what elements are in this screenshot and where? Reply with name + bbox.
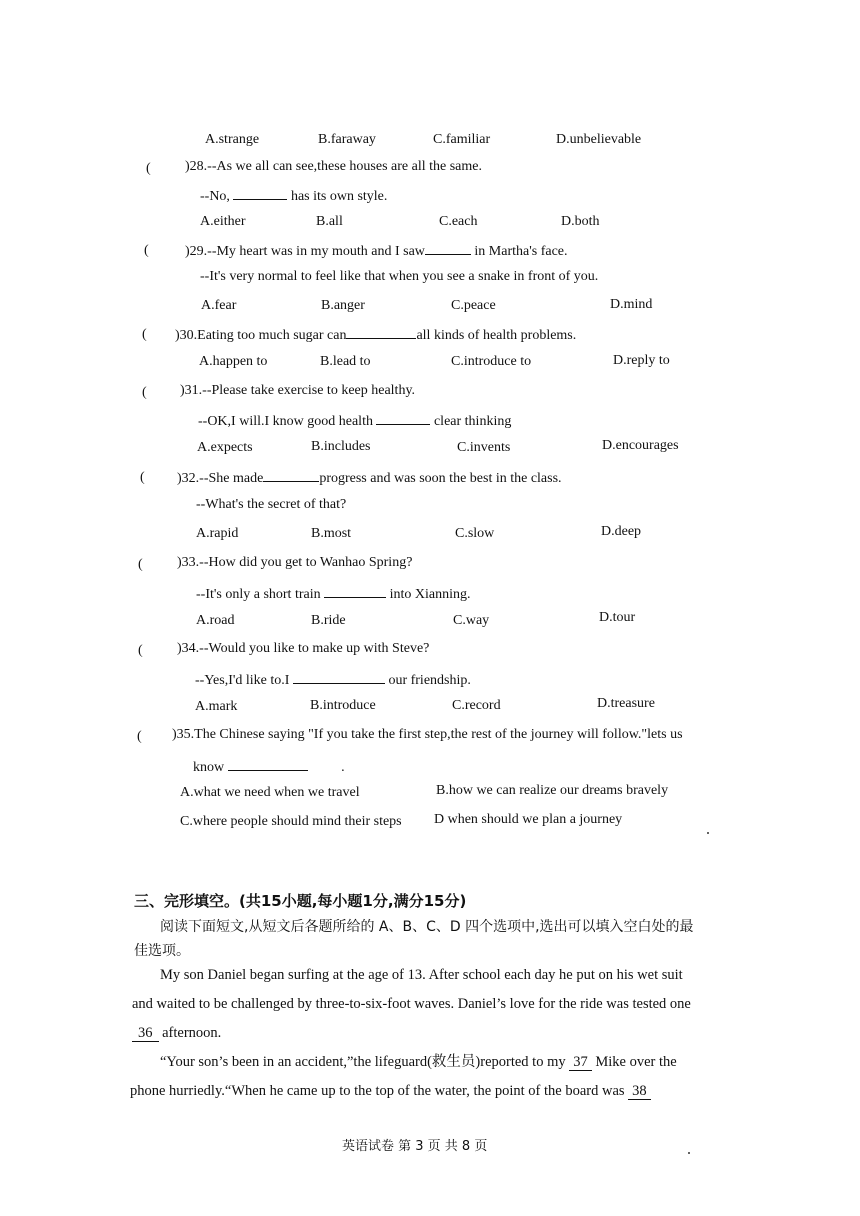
q31-option-a: A.expects	[197, 440, 253, 455]
q33-answer-paren: (	[138, 557, 143, 572]
q30-option-d: D.reply to	[613, 353, 670, 368]
q29-option-c: C.peace	[451, 298, 496, 313]
q31-blank	[376, 410, 430, 425]
q28-option-b: B.all	[316, 214, 343, 229]
q33-stem: )33.--How did you get to Wanhao Spring?	[177, 555, 413, 570]
q29-option-d: D.mind	[610, 297, 653, 312]
scan-speck	[707, 832, 709, 834]
q32-option-b: B.most	[311, 526, 352, 541]
q30-option-b: B.lead to	[320, 354, 371, 369]
q35-option-b: B.how we can realize our dreams bravely	[436, 783, 669, 798]
passage-p1-line3: 36 afternoon.	[132, 1024, 221, 1042]
q33-option-d: D.tour	[599, 610, 636, 625]
q32-option-a: A.rapid	[196, 526, 239, 541]
q29-option-b: B.anger	[321, 298, 365, 313]
q34-stem: )34.--Would you like to make up with Steve?	[177, 641, 430, 656]
q35-stem-continued: know .	[193, 756, 345, 777]
q30-stem: )30.Eating too much sugar can all kinds of health problems.	[175, 324, 576, 345]
q33-blank	[324, 583, 386, 598]
q35-answer-paren: (	[137, 729, 142, 744]
q30-blank	[346, 324, 416, 339]
q32-stem: )32.--She made progress and was soon the best in the class.	[177, 467, 562, 488]
q35-option-d: D when should we plan a journey	[434, 812, 623, 827]
passage-p2-line1: “Your son’s been in an accident,”the lifeguard(救生员)reported to my 37 Mike over the	[160, 1054, 677, 1070]
q29-answer-paren: (	[144, 243, 149, 258]
q30-option-a: A.happen to	[199, 354, 268, 369]
q32-response: --What's the secret of that?	[196, 497, 347, 512]
q28-blank	[233, 185, 287, 200]
q27-option-a: A.strange	[205, 132, 260, 147]
q27-option-c: C.familiar	[433, 132, 491, 147]
q33-option-b: B.ride	[311, 613, 346, 628]
section-3-instruction: 阅读下面短文,从短文后各题所给的 A、B、C、D 四个选项中,选出可以填入空白处的最	[160, 919, 694, 935]
q28-stem: )28.--As we all can see,these houses are all the same.	[185, 159, 482, 174]
q31-response: --OK,I will.I know good health clear thinking	[198, 410, 511, 431]
q34-response: --Yes,I'd like to.I our friendship.	[195, 669, 471, 690]
q28-option-a: A.either	[200, 214, 246, 229]
q35-blank	[228, 756, 308, 771]
q32-option-d: D.deep	[601, 524, 642, 539]
q34-option-c: C.record	[452, 698, 501, 713]
scan-speck-2	[688, 1152, 690, 1154]
q28-response: --No, has its own style.	[200, 185, 387, 206]
cloze-blank-36: 36	[132, 1025, 159, 1042]
q27-option-d: D.unbelievable	[556, 132, 642, 147]
q35-option-c: C.where people should mind their steps	[180, 814, 402, 829]
page-footer: 英语试卷 第 3 页 共 8 页	[342, 1139, 488, 1154]
q29-option-a: A.fear	[201, 298, 237, 313]
q34-answer-paren: (	[138, 643, 143, 658]
q31-option-d: D.encourages	[602, 438, 679, 453]
q34-option-b: B.introduce	[310, 698, 376, 713]
q34-option-a: A.mark	[195, 699, 238, 714]
passage-p1-line1: My son Daniel began surfing at the age of 13. After school each day he put on his wet suit	[160, 967, 683, 983]
q32-option-c: C.slow	[455, 526, 495, 541]
q27-option-b: B.faraway	[318, 132, 376, 147]
q30-answer-paren: (	[142, 327, 147, 342]
q28-answer-paren: (	[146, 161, 151, 176]
q33-option-c: C.way	[453, 613, 490, 628]
q31-answer-paren: (	[142, 385, 147, 400]
q34-blank	[293, 669, 385, 684]
q29-stem: )29.--My heart was in my mouth and I saw in Martha's face.	[185, 240, 568, 261]
q31-option-c: C.invents	[457, 440, 511, 455]
q29-blank	[425, 240, 471, 255]
q31-stem: )31.--Please take exercise to keep healthy.	[180, 383, 416, 398]
q31-option-b: B.includes	[311, 439, 371, 454]
q32-answer-paren: (	[140, 470, 145, 485]
cloze-blank-37: 37	[569, 1054, 592, 1071]
q28-option-d: D.both	[561, 214, 600, 229]
q30-option-c: C.introduce to	[451, 354, 532, 369]
q29-response: --It's very normal to feel like that when you see a snake in front of you.	[200, 269, 599, 284]
passage-p2-line2: phone hurriedly.“When he came up to the top of the water, the point of the board was 38	[130, 1082, 651, 1100]
cloze-blank-38: 38	[628, 1083, 651, 1100]
q34-option-d: D.treasure	[597, 696, 655, 711]
q32-blank	[263, 467, 319, 482]
q33-option-a: A.road	[196, 613, 235, 628]
q33-response: --It's only a short train into Xianning.	[196, 583, 471, 604]
q28-option-c: C.each	[439, 214, 478, 229]
q35-stem: )35.The Chinese saying "If you take the first step,the rest of the journey will follow."lets us	[172, 727, 683, 742]
section-3-title: 三、完形填空。(共15小题,每小题1分,满分15分)	[134, 892, 467, 910]
q35-option-a: A.what we need when we travel	[180, 785, 360, 800]
section-3-instruction-continued: 佳选项。	[134, 943, 190, 959]
passage-p1-line2: and waited to be challenged by three-to-six-foot waves. Daniel’s love for the ride was tested one	[132, 996, 691, 1012]
